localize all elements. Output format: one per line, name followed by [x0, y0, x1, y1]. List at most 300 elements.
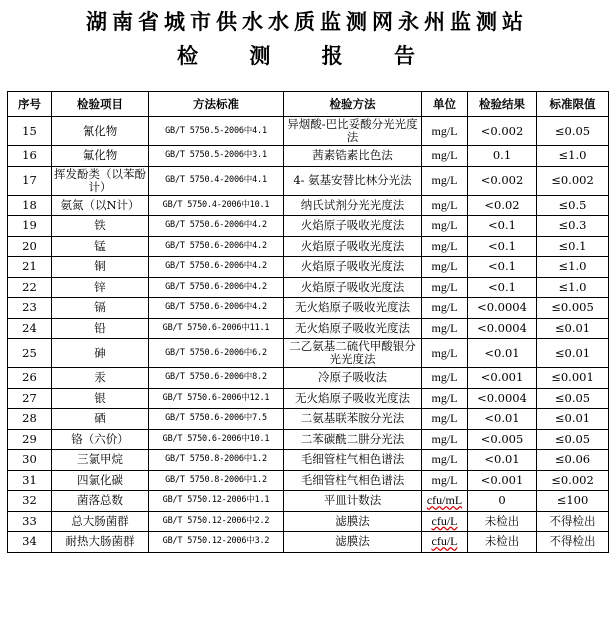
method-standard: GB/T 5750.6-2006中11.1	[162, 322, 270, 333]
method-standard-cell	[149, 298, 284, 319]
test-item-cell	[52, 511, 149, 532]
standard-limit: ≤0.002	[551, 173, 594, 187]
test-result: 0.1	[492, 148, 512, 163]
header-cell-unit: 单位	[422, 92, 468, 117]
test-method-cell	[284, 166, 422, 195]
table-row	[8, 277, 609, 298]
unit-cell	[422, 277, 468, 298]
standard-limit-cell	[537, 146, 609, 167]
table-row	[8, 195, 609, 216]
method-standard-cell	[149, 470, 284, 491]
unit: cfu/L	[431, 513, 458, 528]
test-method: 滤膜法	[335, 534, 370, 549]
test-item: 锌	[94, 279, 106, 294]
test-result: 未检出	[484, 534, 520, 549]
unit: mg/L	[431, 431, 458, 446]
test-method: 火焰原子吸收光度法	[300, 238, 405, 253]
row-index-cell	[8, 216, 52, 237]
method-standard: GB/T 5750.12-2006中2.2	[162, 515, 270, 526]
test-item-cell	[52, 450, 149, 471]
unit: mg/L	[431, 370, 458, 385]
table-row	[8, 298, 609, 319]
test-item: 氰化物	[82, 123, 118, 138]
row-index-cell	[8, 236, 52, 257]
unit: mg/L	[431, 390, 458, 405]
test-result-cell	[468, 195, 537, 216]
unit-cell	[422, 339, 468, 368]
test-item-cell	[52, 318, 149, 339]
unit-cell	[422, 298, 468, 319]
test-result: <0.1	[488, 218, 516, 233]
row-index-cell	[8, 166, 52, 195]
standard-limit: 不得检出	[549, 513, 596, 528]
standard-limit: ≤100	[556, 493, 589, 508]
standard-limit: ≤0.06	[554, 452, 591, 467]
standard-limit-cell	[537, 470, 609, 491]
method-standard-cell	[149, 236, 284, 257]
row-index-cell	[8, 491, 52, 512]
test-result: <0.0004	[477, 320, 527, 335]
test-method: 4- 氨基安替比林分光法	[293, 173, 412, 187]
test-item: 总大肠菌群	[71, 513, 129, 528]
method-standard: GB/T 5750.12-2006中3.2	[162, 536, 270, 547]
test-item: 硒	[94, 411, 106, 426]
test-result-cell	[468, 388, 537, 409]
row-index: 27	[22, 390, 37, 405]
test-method-cell	[284, 470, 422, 491]
method-standard: GB/T 5750.6-2006中4.2	[165, 261, 267, 272]
test-item: 氟化物	[82, 148, 118, 163]
unit-cell	[422, 216, 468, 237]
test-result: <0.01	[484, 345, 520, 360]
test-item: 氨氮（以N计）	[60, 197, 140, 212]
row-index: 32	[22, 493, 37, 508]
report-title: 湖南省城市供水水质监测网永州监测站	[86, 10, 528, 34]
standard-limit: 不得检出	[549, 534, 596, 549]
test-method-cell	[284, 117, 422, 146]
row-index: 31	[22, 472, 37, 487]
test-result-cell	[468, 368, 537, 389]
standard-limit: ≤0.01	[554, 320, 591, 335]
standard-limit-cell	[537, 257, 609, 278]
row-index: 22	[22, 279, 37, 294]
test-method: 火焰原子吸收光度法	[300, 259, 405, 274]
row-index-cell	[8, 277, 52, 298]
test-method-cell	[284, 318, 422, 339]
method-standard: GB/T 5750.6-2006中12.1	[162, 392, 270, 403]
table-row	[8, 388, 609, 409]
table-row	[8, 409, 609, 430]
test-method-cell	[284, 146, 422, 167]
test-method: 毛细管柱气相色谱法	[300, 452, 405, 467]
row-index-cell	[8, 117, 52, 146]
test-item-cell	[52, 117, 149, 146]
test-item-cell	[52, 491, 149, 512]
standard-limit-cell	[537, 429, 609, 450]
standard-limit: ≤0.3	[558, 218, 587, 233]
method-standard-cell	[149, 216, 284, 237]
standard-limit-cell	[537, 511, 609, 532]
unit: mg/L	[431, 218, 458, 233]
row-index-cell	[8, 318, 52, 339]
test-result-cell	[468, 511, 537, 532]
table-row	[8, 491, 609, 512]
header-cell-limit: 标准限值	[537, 92, 609, 117]
test-item-cell	[52, 277, 149, 298]
method-standard-cell	[149, 117, 284, 146]
unit: mg/L	[431, 238, 458, 253]
test-result: <0.0004	[477, 300, 527, 315]
test-method: 异烟酸-巴比妥酸分光光度法	[287, 117, 418, 144]
test-result: 0	[498, 493, 506, 508]
unit: mg/L	[431, 197, 458, 212]
test-result-cell	[468, 236, 537, 257]
row-index-cell	[8, 298, 52, 319]
test-method-cell	[284, 491, 422, 512]
method-standard-cell	[149, 368, 284, 389]
row-index-cell	[8, 532, 52, 553]
standard-limit-cell	[537, 166, 609, 195]
report-subtitle: 检 测 报 告	[177, 44, 437, 68]
unit-cell	[422, 195, 468, 216]
standard-limit-cell	[537, 318, 609, 339]
test-method-cell	[284, 216, 422, 237]
row-index: 19	[22, 218, 37, 233]
test-method-cell	[284, 388, 422, 409]
unit: mg/L	[431, 452, 458, 467]
test-result-cell	[468, 277, 537, 298]
test-method: 二氨基联苯胺分光法	[300, 411, 405, 426]
test-method-cell	[284, 236, 422, 257]
test-method-cell	[284, 195, 422, 216]
test-method: 无火焰原子吸收光度法	[295, 320, 410, 335]
test-item: 三氯甲烷	[77, 452, 123, 467]
test-item: 铁	[94, 218, 106, 233]
header-cell-item: 检验项目	[52, 92, 149, 117]
test-result: <0.1	[488, 259, 516, 274]
row-index: 26	[22, 370, 37, 385]
method-standard: GB/T 5750.4-2006中4.1	[165, 175, 267, 185]
method-standard: GB/T 5750.6-2006中6.2	[165, 347, 267, 358]
row-index: 20	[22, 238, 37, 253]
row-index: 16	[22, 148, 37, 163]
test-method: 火焰原子吸收光度法	[300, 279, 405, 294]
test-item: 砷	[94, 345, 106, 360]
standard-limit: ≤0.05	[554, 123, 591, 138]
method-standard-cell	[149, 532, 284, 553]
test-item: 汞	[94, 370, 106, 385]
standard-limit-cell	[537, 450, 609, 471]
standard-limit-cell	[537, 491, 609, 512]
method-standard-cell	[149, 166, 284, 195]
method-standard-cell	[149, 277, 284, 298]
method-standard-cell	[149, 146, 284, 167]
standard-limit-cell	[537, 216, 609, 237]
test-result: <0.001	[480, 370, 524, 385]
test-result-cell	[468, 409, 537, 430]
method-standard-cell	[149, 409, 284, 430]
table-row	[8, 511, 609, 532]
table-body	[8, 117, 609, 553]
test-result: <0.1	[488, 238, 516, 253]
unit: mg/L	[431, 173, 458, 187]
test-result: <0.02	[484, 197, 520, 212]
row-index: 30	[22, 452, 37, 467]
test-method-cell	[284, 409, 422, 430]
test-result-cell	[468, 470, 537, 491]
row-index: 15	[22, 123, 37, 138]
unit-cell	[422, 368, 468, 389]
test-item: 四氯化碳	[77, 472, 123, 487]
standard-limit-cell	[537, 532, 609, 553]
standard-limit-cell	[537, 409, 609, 430]
row-index: 23	[22, 300, 37, 315]
row-index: 24	[22, 320, 37, 335]
standard-limit: ≤0.005	[551, 300, 594, 315]
unit-cell	[422, 450, 468, 471]
row-index-cell	[8, 257, 52, 278]
test-method-cell	[284, 450, 422, 471]
unit: mg/L	[431, 259, 458, 274]
test-item: 铜	[94, 259, 106, 274]
row-index-cell	[8, 511, 52, 532]
unit-cell	[422, 166, 468, 195]
test-item-cell	[52, 388, 149, 409]
row-index-cell	[8, 470, 52, 491]
test-item-cell	[52, 166, 149, 195]
method-standard: GB/T 5750.6-2006中4.2	[165, 281, 267, 292]
test-item-cell	[52, 257, 149, 278]
standard-limit-cell	[537, 339, 609, 368]
method-standard: GB/T 5750.6-2006中4.2	[165, 302, 267, 313]
row-index: 28	[22, 411, 37, 426]
unit: mg/L	[431, 300, 458, 315]
test-method: 无火焰原子吸收光度法	[295, 390, 410, 405]
test-result-cell	[468, 532, 537, 553]
row-index-cell	[8, 339, 52, 368]
method-standard: GB/T 5750.6-2006中4.2	[165, 220, 267, 231]
unit-cell	[422, 532, 468, 553]
test-method: 二乙氨基二硫代甲酸银分光光度法	[289, 339, 416, 366]
standard-limit-cell	[537, 368, 609, 389]
unit: mg/L	[431, 345, 458, 360]
test-result-cell	[468, 429, 537, 450]
table-row	[8, 368, 609, 389]
standard-limit: ≤1.0	[558, 148, 587, 163]
standard-limit-cell	[537, 388, 609, 409]
row-index: 29	[22, 431, 37, 446]
test-result: <0.001	[480, 472, 524, 487]
unit: mg/L	[431, 123, 458, 138]
test-method-cell	[284, 298, 422, 319]
test-method: 二苯碳酰二肼分光法	[300, 431, 405, 446]
unit-cell	[422, 117, 468, 146]
row-index: 25	[22, 345, 37, 360]
unit: mg/L	[431, 411, 458, 426]
table-row	[8, 450, 609, 471]
test-result-cell	[468, 216, 537, 237]
row-index-cell	[8, 388, 52, 409]
row-index-cell	[8, 368, 52, 389]
test-result: <0.1	[488, 279, 516, 294]
standard-limit: ≤0.05	[554, 390, 591, 405]
row-index-cell	[8, 429, 52, 450]
test-item-cell	[52, 298, 149, 319]
unit-cell	[422, 491, 468, 512]
header-cell-standard: 方法标准	[149, 92, 284, 117]
test-item-cell	[52, 236, 149, 257]
test-item-cell	[52, 216, 149, 237]
unit: mg/L	[431, 472, 458, 487]
test-item: 挥发酚类（以苯酚计）	[54, 166, 146, 194]
method-standard-cell	[149, 450, 284, 471]
method-standard-cell	[149, 195, 284, 216]
method-standard: GB/T 5750.5-2006中4.1	[165, 125, 267, 136]
table-row	[8, 257, 609, 278]
test-result-cell	[468, 146, 537, 167]
row-index: 33	[22, 513, 37, 528]
test-method: 毛细管柱气相色谱法	[300, 472, 405, 487]
standard-limit-cell	[537, 277, 609, 298]
test-result-cell	[468, 257, 537, 278]
header-cell-index: 序号	[8, 92, 52, 117]
method-standard: GB/T 5750.6-2006中10.1	[162, 433, 270, 444]
test-method: 火焰原子吸收光度法	[300, 218, 405, 233]
test-item-cell	[52, 368, 149, 389]
test-method: 茜素锆素比色法	[312, 148, 393, 163]
test-result-cell	[468, 339, 537, 368]
test-result: <0.01	[484, 452, 520, 467]
test-result-cell	[468, 298, 537, 319]
unit: mg/L	[431, 320, 458, 335]
table-row	[8, 236, 609, 257]
test-result-cell	[468, 166, 537, 195]
standard-limit: ≤1.0	[558, 259, 587, 274]
test-item: 镉	[94, 300, 106, 315]
standard-limit-cell	[537, 117, 609, 146]
test-method: 纳氏试剂分光光度法	[300, 197, 405, 212]
unit-cell	[422, 511, 468, 532]
standard-limit: ≤0.05	[554, 431, 591, 446]
test-method-cell	[284, 429, 422, 450]
test-result: 未检出	[484, 513, 520, 528]
table-row	[8, 166, 609, 195]
standard-limit-cell	[537, 236, 609, 257]
standard-limit: ≤1.0	[558, 279, 587, 294]
test-result-cell	[468, 491, 537, 512]
method-standard-cell	[149, 429, 284, 450]
test-item-cell	[52, 339, 149, 368]
standard-limit-cell	[537, 298, 609, 319]
unit-cell	[422, 236, 468, 257]
row-index: 18	[22, 197, 37, 212]
test-result: <0.005	[480, 431, 524, 446]
standard-limit: ≤0.1	[558, 238, 587, 253]
test-item: 菌落总数	[77, 493, 123, 508]
results-table	[7, 91, 609, 553]
test-item: 铅	[94, 320, 106, 335]
test-item: 锰	[94, 238, 106, 253]
unit-cell	[422, 429, 468, 450]
test-method: 冷原子吸收法	[318, 370, 387, 385]
header-cell-result: 检验结果	[468, 92, 537, 117]
test-result: <0.002	[480, 123, 524, 138]
test-item: 银	[94, 390, 106, 405]
method-standard: GB/T 5750.8-2006中1.2	[165, 474, 267, 485]
table-row	[8, 146, 609, 167]
table-header-row	[8, 92, 609, 117]
method-standard: GB/T 5750.12-2006中1.1	[162, 495, 270, 506]
unit: cfu/L	[431, 534, 458, 549]
unit-cell	[422, 318, 468, 339]
test-method: 平皿计数法	[323, 493, 382, 508]
standard-limit-cell	[537, 195, 609, 216]
table-row	[8, 470, 609, 491]
table-row	[8, 216, 609, 237]
table-row	[8, 318, 609, 339]
row-index-cell	[8, 195, 52, 216]
unit-cell	[422, 257, 468, 278]
method-standard: GB/T 5750.6-2006中8.2	[165, 372, 267, 383]
standard-limit: ≤0.01	[554, 411, 591, 426]
test-item-cell	[52, 470, 149, 491]
standard-limit: ≤0.01	[554, 345, 591, 360]
method-standard: GB/T 5750.5-2006中3.1	[165, 150, 267, 161]
test-item-cell	[52, 146, 149, 167]
test-result-cell	[468, 117, 537, 146]
test-method-cell	[284, 277, 422, 298]
test-result-cell	[468, 318, 537, 339]
test-method-cell	[284, 511, 422, 532]
table-row	[8, 532, 609, 553]
test-method-cell	[284, 257, 422, 278]
method-standard-cell	[149, 257, 284, 278]
unit-cell	[422, 388, 468, 409]
row-index-cell	[8, 450, 52, 471]
test-item-cell	[52, 429, 149, 450]
method-standard: GB/T 5750.6-2006中4.2	[165, 240, 267, 251]
method-standard-cell	[149, 491, 284, 512]
method-standard-cell	[149, 511, 284, 532]
method-standard: GB/T 5750.8-2006中1.2	[165, 454, 267, 465]
method-standard: GB/T 5750.4-2006中10.1	[162, 199, 270, 210]
test-result: <0.0004	[477, 390, 527, 405]
row-index: 34	[22, 534, 37, 549]
test-item-cell	[52, 195, 149, 216]
table-row	[8, 429, 609, 450]
row-index-cell	[8, 409, 52, 430]
test-method-cell	[284, 532, 422, 553]
unit-cell	[422, 409, 468, 430]
test-item-cell	[52, 409, 149, 430]
test-result: <0.002	[480, 173, 524, 187]
test-method-cell	[284, 339, 422, 368]
test-item: 耐热大肠菌群	[65, 534, 135, 549]
test-result: <0.01	[484, 411, 520, 426]
unit-cell	[422, 470, 468, 491]
test-item: 铬（六价）	[71, 431, 129, 446]
unit-cell	[422, 146, 468, 167]
unit: cfu/mL	[426, 493, 463, 508]
method-standard: GB/T 5750.6-2006中7.5	[165, 413, 267, 424]
standard-limit: ≤0.002	[551, 472, 594, 487]
method-standard-cell	[149, 318, 284, 339]
test-result-cell	[468, 450, 537, 471]
table-row	[8, 339, 609, 368]
test-method-cell	[284, 368, 422, 389]
method-standard-cell	[149, 388, 284, 409]
row-index: 21	[22, 259, 37, 274]
